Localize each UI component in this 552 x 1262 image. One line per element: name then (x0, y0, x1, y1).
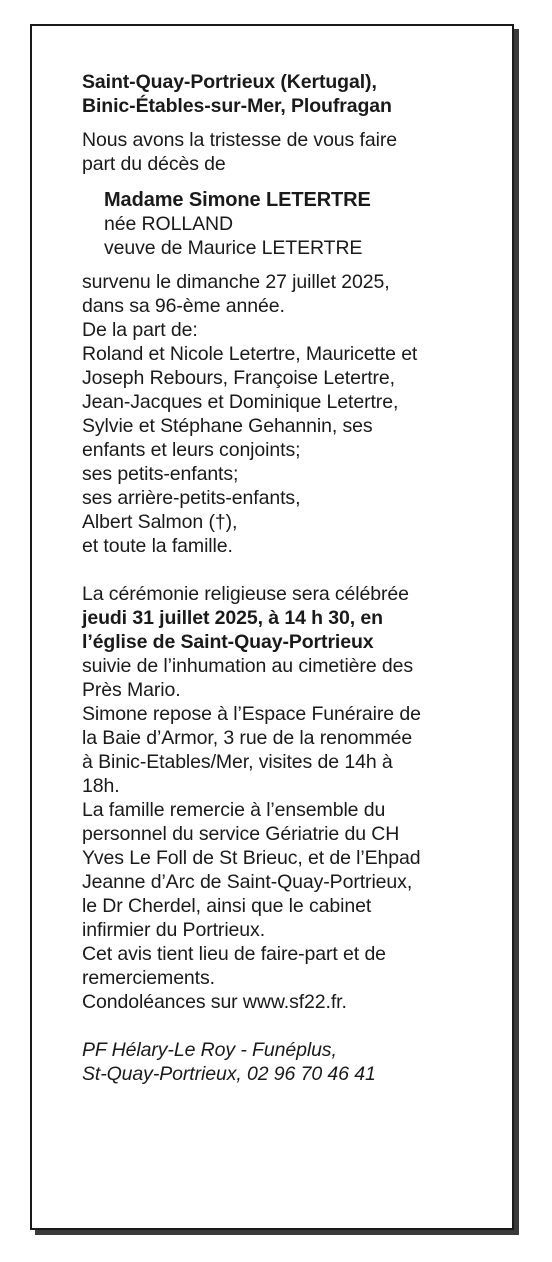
thanks-line: personnel du service Gériatrie du CH (82, 823, 400, 845)
thanks-line: La famille remercie à l’ensemble du (82, 799, 386, 821)
heading-line: Saint-Quay-Portrieux (Kertugal), (82, 71, 377, 93)
deceased-block (82, 188, 512, 260)
intro-line: part du décès de (82, 153, 226, 175)
ceremony-intro: La cérémonie religieuse sera célébrée (82, 583, 409, 605)
family-line: ses arrière-petits-enfants, (82, 487, 301, 509)
details-line: dans sa 96-ème année. (82, 295, 285, 317)
family-line: Sylvie et Stéphane Gehannin, ses (82, 415, 373, 437)
condolences-line: Condoléances sur www.sf22.fr. (82, 991, 347, 1013)
family-line: et toute la famille. (82, 535, 233, 557)
details-line: survenu le dimanche 27 juillet 2025, (82, 271, 390, 293)
ceremony-location: l’église de Saint-Quay-Portrieux (82, 631, 374, 653)
death-details (82, 270, 512, 558)
family-line: Jean-Jacques et Dominique Letertre, (82, 391, 399, 413)
intro-line: Nous avons la tristesse de vous faire (82, 129, 397, 151)
family-line: Joseph Rebours, Françoise Letertre, (82, 367, 395, 389)
ceremony-line: suivie de l’inhumation au cimetière des (82, 655, 414, 677)
funeral-home-footer (82, 1038, 512, 1086)
obituary-notice (30, 24, 514, 1230)
notice-line: remerciements. (82, 967, 215, 989)
thanks-line: Yves Le Foll de St Brieuc, et de l’Ehpad (82, 847, 421, 869)
ceremony-line: à Binic-Etables/Mer, visites de 14h à (82, 751, 393, 773)
family-line: Albert Salmon (†), (82, 511, 238, 533)
notice-line: Cet avis tient lieu de faire-part et de (82, 943, 386, 965)
family-line: enfants et leurs conjoints; (82, 439, 301, 461)
ceremony-line: Près Mario. (82, 679, 181, 701)
ceremony-block (82, 582, 512, 1014)
notice-heading (82, 70, 512, 118)
ceremony-line: la Baie d’Armor, 3 rue de la renommée (82, 727, 413, 749)
funeral-home-contact: St-Quay-Portrieux, 02 96 70 46 41 (82, 1063, 376, 1085)
ceremony-datetime: jeudi 31 juillet 2025, à 14 h 30, en (82, 607, 383, 629)
thanks-line: infirmier du Portrieux. (82, 919, 266, 941)
thanks-line: le Dr Cherdel, ainsi que le cabinet (82, 895, 372, 917)
heading-line: Binic-Étables-sur-Mer, Ploufragan (82, 95, 392, 117)
thanks-line: Jeanne d’Arc de Saint-Quay-Portrieux, (82, 871, 413, 893)
deceased-widow-of: veuve de Maurice LETERTRE (104, 237, 363, 259)
deceased-name: Madame Simone LETERTRE (104, 189, 371, 211)
family-line: ses petits-enfants; (82, 463, 239, 485)
details-line: De la part de: (82, 319, 198, 341)
funeral-home-name: PF Hélary-Le Roy - Funéplus, (82, 1039, 337, 1061)
notice-intro (82, 128, 512, 176)
ceremony-line: 18h. (82, 775, 120, 797)
deceased-maiden-name: née ROLLAND (104, 213, 233, 235)
family-line: Roland et Nicole Letertre, Mauricette et (82, 343, 418, 365)
ceremony-line: Simone repose à l’Espace Funéraire de (82, 703, 421, 725)
